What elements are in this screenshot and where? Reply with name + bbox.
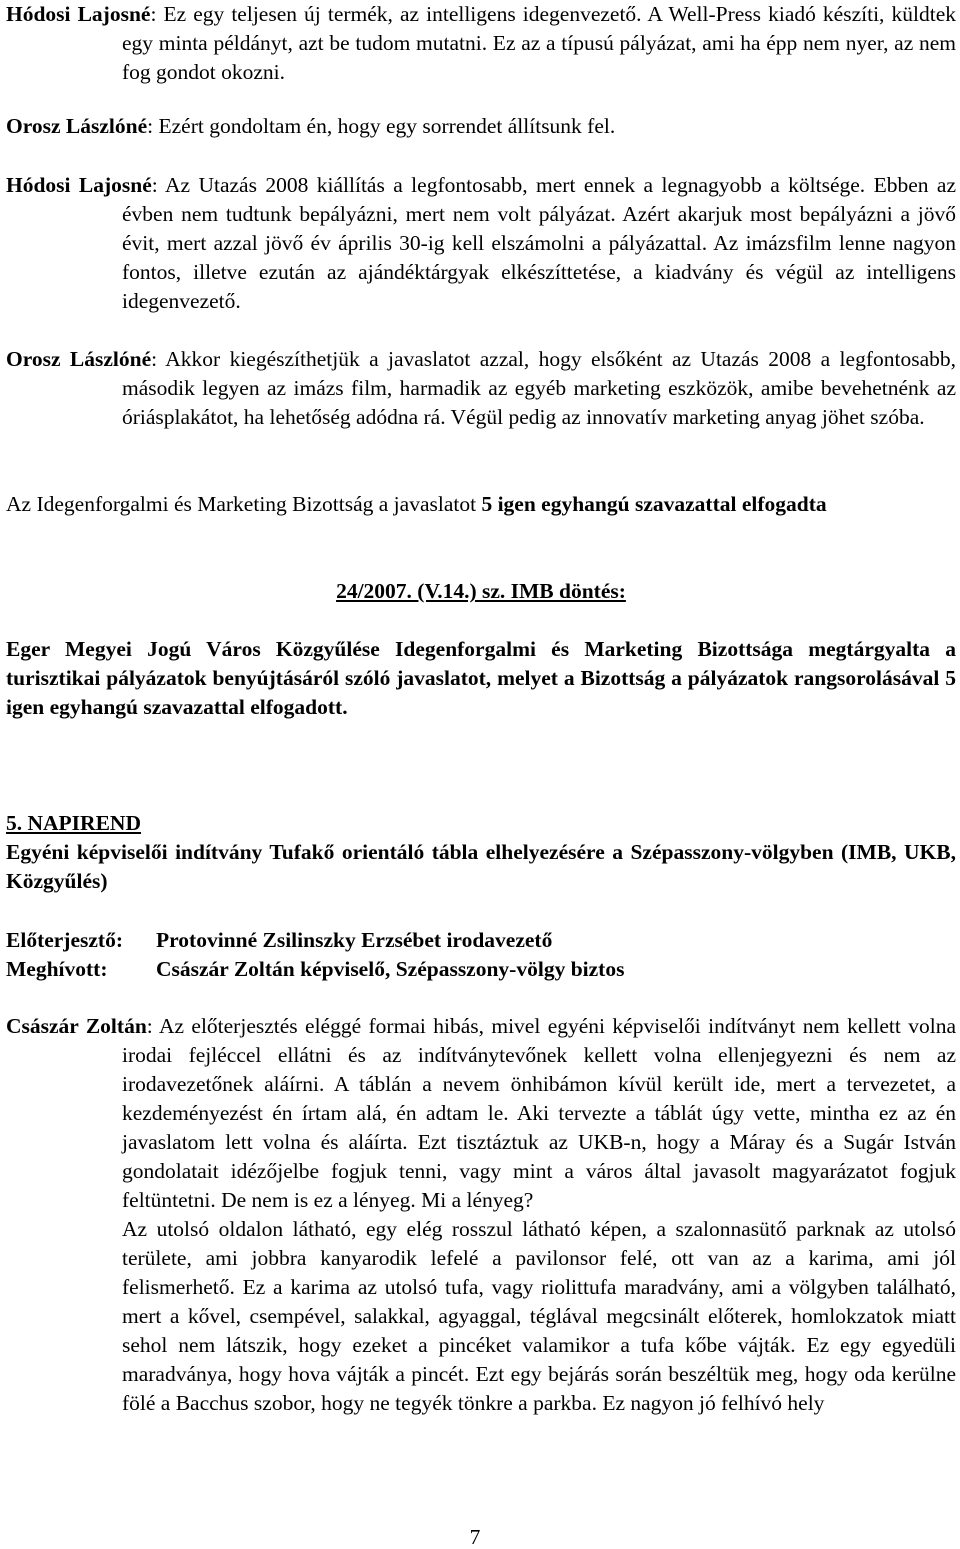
speech-text: : Akkor kiegészíthetjük a javaslatot azzal, hogy elsőként az Utazás 2008 a legfontosabb, második legyen az imázs film, harmadik az egyéb marketing eszközök, amibe bevehetnénk az óriásplakátot, ha lehetőség adódna rá. Végül pedig az innovatív marketing anyag jöhet szóba. (122, 347, 956, 429)
vote-result-bold: 5 igen egyhangú szavazattal elfogadta (481, 492, 827, 516)
presenter-name: Protovinné Zsilinszky Erzsébet irodavezető (156, 928, 553, 952)
speaker-name: Orosz Lászlóné (6, 114, 148, 138)
agenda-title-text: Egyéni képviselői indítvány Tufakő orientáló tábla elhelyezésére a Szépasszony-völgyben (IMB, UKB, Közgyűlés) (6, 840, 956, 893)
speaker-name: Császár Zoltán (6, 1014, 147, 1038)
invited-label: Meghívott: (6, 957, 108, 981)
decision-body (6, 635, 956, 722)
speech-continuation: Az utolsó oldalon látható, egy elég rosszul látható képen, a szalonnasütő parknak az utolsó területe, ami jobbra kanyarodik lefelé a pavilonsor felé, ott van az a karima, ami jól felismerhető. Ez a karima az utolsó tufa, vagy riolittufa maradvány, ami a völgyben található, mert a kővel, csempével, salakkal, agyaggal, téglával megcsinált előterek, homlokzatok miatt sehol nem látszik, hogy ezeket a pincéket valamikor a tufa kőbe vájták. Ez egy egyedüli maradványa, hogy hova vájták a pincét. Ezt egy bejárás során beszéltük meg, hogy oda kerülne fölé a Bacchus szobor, hogy ne tegyék tönkre a parkba. Ez nagyon jó felhívó hely (122, 1217, 956, 1415)
paragraph-orosz-1 (6, 112, 956, 141)
speech-text: : Ezért gondoltam én, hogy egy sorrendet állítsunk fel. (147, 114, 616, 138)
presenter-label: Előterjesztő: (6, 928, 123, 952)
invited-row (6, 955, 956, 984)
invited-name: Császár Zoltán képviselő, Szépasszony-völgy biztos (156, 957, 625, 981)
agenda-title (6, 838, 956, 896)
speech-text: : Ez egy teljesen új termék, az intelligens idegenvezető. A Well-Press kiadó készíti, küldtek egy minta példányt, azt be tudom mutatni. Ez az a típusú pályázat, ami ha épp nem nyer, az nem fog gondot okozni. (122, 2, 956, 84)
decision-heading: 24/2007. (V.14.) sz. IMB döntés: (336, 579, 626, 603)
paragraph-hodosi-1 (6, 0, 956, 87)
decision-title (6, 577, 956, 606)
speaker-name: Orosz Lászlóné (6, 347, 152, 371)
agenda-heading: 5. NAPIREND (6, 811, 141, 835)
speech-text: : Az Utazás 2008 kiállítás a legfontosabb, mert ennek a legnagyobb a költsége. Ebben az évben nem tudtunk bepályázni, mert nem volt pályázat. Azért akarjuk most bepályázni a jövő évit, mert azzal jövő év április 30-ig kell elszámolni a pályázattal. Az imázsfilm lenne nagyon fontos, illetve ezután az ajándéktárgyak elkészíttetése, a kiadvány és végül az intelligens idegenvezető. (122, 173, 957, 313)
agenda-participants (6, 926, 956, 984)
paragraph-csaszar (6, 1012, 956, 1418)
speech-text: : Az előterjesztés eléggé formai hibás, mivel egyéni képviselői indítványt nem kellett volna irodai fejléccel ellátni és az indítványtevőnek kellett volna ellenjegyezni és nem az irodavezetőnek aláírni. A táblán a nevem önhibámon kívül került ide, mert a tervezetet, a kezdeményezést én írtam alá, én adtam le. Aki tervezte a táblát úgy vette, mintha ez az én javaslatom lett volna és aláírta. Ezt tisztáztuk az UKB-n, hogy a Máray és a Sugár István gondolatait idézőjelbe fogjuk tenni, vagy mint a város által javasolt magyarázatot fogjuk feltüntetni. De nem is ez a lényeg. Mi a lényeg? (122, 1014, 956, 1212)
speaker-name: Hódosi Lajosné (6, 2, 151, 26)
vote-text: Az Idegenforgalmi és Marketing Bizottság a javaslatot (6, 492, 482, 516)
page-number: 7 (469, 1525, 481, 1549)
vote-result (6, 490, 956, 519)
decision-text: Eger Megyei Jogú Város Közgyűlése Idegenforgalmi és Marketing Bizottsága megtárgyalta a turisztikai pályázatok benyújtásáról szóló javaslatot, melyet a Bizottság a pályázatok rangsorolásával 5 igen egyhangú szavazattal elfogadott. (6, 637, 956, 719)
presenter-row (6, 926, 956, 955)
speaker-name: Hódosi Lajosné (6, 173, 152, 197)
paragraph-orosz-2 (6, 345, 956, 432)
agenda-number (6, 809, 956, 838)
paragraph-hodosi-2 (6, 171, 956, 316)
